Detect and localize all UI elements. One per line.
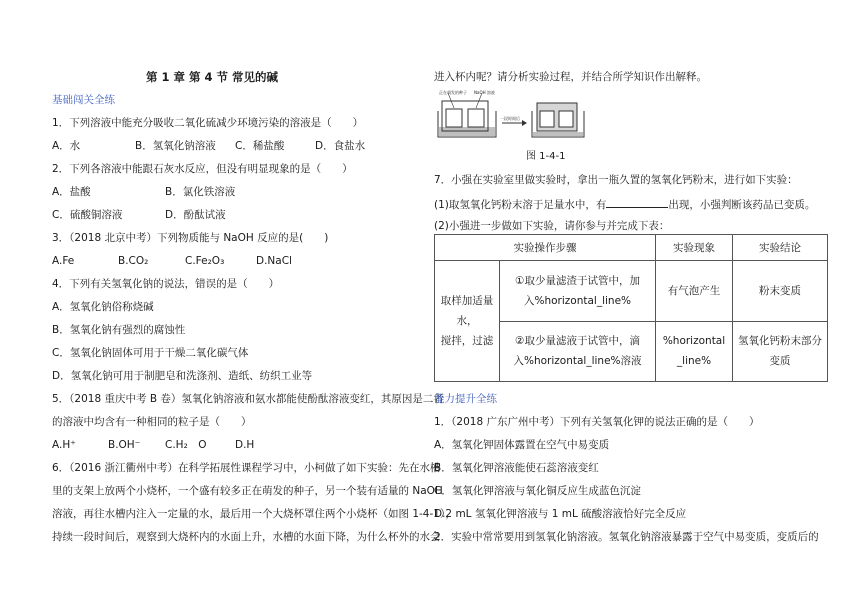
q5-option-a: A.H⁺ [52,439,76,451]
q2-option-b: B．氯化铁溶液 [165,186,236,198]
q6-line2: 里的支架上放两个小烧杯，一个盛有较多正在萌发的种子，另一个装有适量的 NaOH [52,485,443,497]
row1-conclusion: 粉末变质 [733,261,828,321]
q2-option-d: D．酚酞试液 [165,209,226,221]
figure-label-time: 一段时间后 [500,116,520,121]
answer-blank[interactable] [606,196,668,208]
q4-option-c: C．氢氧化钠固体可用于干燥二氧化碳气体 [52,347,249,359]
q6-line1: 6．（2016 浙江衢州中考）在科学拓展性课程学习中，小柯做了如下实验：先在水槽 [52,462,441,474]
r1-stem: 1．（2018 广东广州中考）下列有关氢氧化钾的说法正确的是（ ） [434,416,760,428]
q1-stem: 1．下列溶液中能充分吸收二氧化硫减少环境污染的溶液是（ ） [52,117,364,129]
table-left-cell [435,261,500,382]
figure-label-naoh: NaOH 溶液 [474,90,495,95]
q7-stem: 7．小强在实验室里做实验时，拿出一瓶久置的氢氧化钙粉末，进行如下实验： [434,174,798,186]
q2-stem: 2．下列各溶液中能跟石灰水反应，但没有明显现象的是（ ） [52,163,353,175]
experiment-table [434,234,828,382]
q3-option-b: B.CO₂ [118,255,149,267]
q7-part1-post: 出现，小强判断该药品已变质。 [668,199,816,211]
q3-option-d: D.NaCl [256,255,292,267]
row2-step-line1: ②取少量滤液于试管中，滴 [515,335,640,348]
row2-phenomenon [656,321,733,381]
q5-line2: 的溶液中均含有一种相同的粒子是（ ） [52,416,252,428]
q6-line3: 溶液，再往水槽内注入一定量的水，最后用一个大烧杯罩住两个小烧杯（如图 1-4-1）， [52,508,456,520]
table-header-phenomenon: 实验现象 [656,235,733,261]
r1-option-c: C．氢氧化钾溶液与氧化铜反应生成蓝色沉淀 [434,485,641,497]
q3-option-a: A.Fe [52,255,75,267]
q2-option-a: A．盐酸 [52,186,91,198]
q1-option-b: B．氢氧化钠溶液 [135,140,216,152]
q1-option-d: D．食盐水 [315,140,366,152]
q4-stem: 4．下列有关氢氧化钠的说法，错误的是（ ） [52,278,280,290]
row2-conclusion [733,321,828,381]
row2-phenomenon-line1: %horizontal [662,335,726,348]
row1-step-line2: 入%horizontal_line% [523,294,632,307]
row2-step-line2: 入%horizontal_line%溶液 [513,355,642,368]
left-cell-line1: 取样加适量 [440,295,494,308]
q7-part1-pre: (1)取氢氧化钙粉末溶于足量水中，有 [434,199,607,211]
row2-conclusion-line1: 氢氧化钙粉末部分 [738,335,822,348]
beaker-diagram-illustration [436,89,586,141]
experiment-figure [436,89,586,141]
page-title: 第 1 章 第 4 节 常见的碱 [146,70,279,84]
row2-step [500,321,656,381]
q5-option-d: D.H [235,439,255,451]
r1-option-a: A．氢氧化钾固体露置在空气中易变质 [434,439,610,451]
row1-step [500,261,656,321]
table-header-steps: 实验操作步骤 [435,235,656,261]
table-header-conclusion: 实验结论 [733,235,828,261]
figure-label-seeds: 正在萌发的种子 [439,90,467,95]
r2-stem: 2．实验中常常要用到氢氧化钠溶液。氢氧化钠溶液暴露于空气中易变质，变质后的 [434,531,819,543]
left-cell-line3: 搅拌，过滤 [440,335,494,348]
q5-option-b: B.OH⁻ [108,439,141,451]
row1-phenomenon: 有气泡产生 [656,261,733,321]
q1-option-c: C．稀盐酸 [235,140,285,152]
q2-option-c: C．硫酸铜溶液 [52,209,123,221]
row1-step-line1: ①取少量滤渣于试管中，加 [515,274,640,287]
r1-option-d: D.2 mL 氢氧化钾溶液与 1 mL 硫酸溶液恰好完全反应 [434,508,687,520]
section-basic-heading: 基础闯关全练 [52,94,115,106]
q4-option-b: B．氢氧化钠有强烈的腐蚀性 [52,324,186,336]
q4-option-a: A．氢氧化钠俗称烧碱 [52,301,154,313]
q7-part1 [434,196,815,212]
r1-option-b: B．氢氧化钾溶液能使石蕊溶液变红 [434,462,599,474]
left-cell-line2: 水， [456,315,478,328]
q4-option-d: D．氢氧化钠可用于制肥皂和洗涤剂、造纸、纺织工业等 [52,370,313,382]
q5-option-c: C.H₂ O [165,439,207,451]
q1-option-a: A．水 [52,140,81,152]
section-advanced-heading: 能力提升全练 [434,393,497,405]
q6-line5: 进入杯内呢？请分析实验过程，并结合所学知识作出解释。 [434,71,707,83]
q7-part2: (2)小强进一步做如下实验，请你参与并完成下表： [434,220,670,232]
row2-conclusion-line2: 变质 [769,355,791,368]
row2-phenomenon-line2: _line% [676,355,712,368]
q6-line4: 持续一段时间后，观察到大烧杯内的水面上升，水槽的水面下降，为什么杯外的水会 [52,531,441,543]
figure-caption: 图 1-4-1 [526,151,566,162]
q3-option-c: C.Fe₂O₃ [185,255,225,267]
q3-stem: 3．（2018 北京中考）下列物质能与 NaOH 反应的是( ) [52,232,329,244]
q5-line1: 5．（2018 重庆中考 B 卷）氢氧化钠溶液和氨水都能使酚酞溶液变红，其原因是二者 [52,393,444,405]
